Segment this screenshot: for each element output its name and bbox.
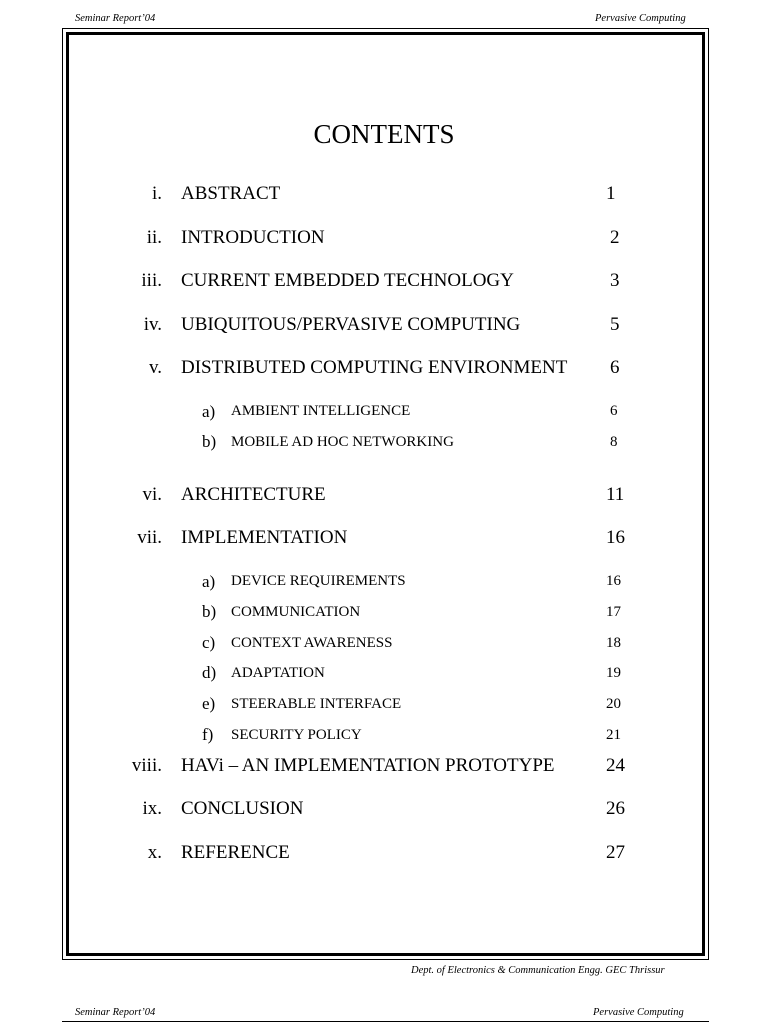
subentry-title: SECURITY POLICY xyxy=(231,727,362,743)
subentry-title: AMBIENT INTELLIGENCE xyxy=(231,403,411,419)
subentry-number: e) xyxy=(202,694,216,713)
subentry-number: c) xyxy=(202,633,216,652)
entry-title: INTRODUCTION xyxy=(181,227,325,248)
subentry-title: MOBILE AD HOC NETWORKING xyxy=(231,434,454,450)
entry-number: vi. xyxy=(142,484,162,505)
entry-title: DISTRIBUTED COMPUTING ENVIRONMENT xyxy=(181,357,568,378)
subentry-title: ADAPTATION xyxy=(231,665,325,681)
subentry-page: 18 xyxy=(606,635,621,651)
entry-title: HAVi – AN IMPLEMENTATION PROTOTYPE xyxy=(181,755,555,776)
subentry-number: a) xyxy=(202,572,216,591)
entry-page: 2 xyxy=(610,227,620,248)
header-left: Seminar Report’04 xyxy=(75,13,156,24)
entry-page: 16 xyxy=(606,527,625,548)
subentry-page: 16 xyxy=(606,573,621,589)
entry-number: x. xyxy=(147,842,162,863)
subentry-number: b) xyxy=(202,432,217,451)
entry-number: i. xyxy=(151,183,162,204)
entry-number: iii. xyxy=(141,270,162,291)
entry-number: v. xyxy=(148,357,162,378)
entry-page: 26 xyxy=(606,798,625,819)
entry-number: ii. xyxy=(146,227,162,248)
entry-title: CONCLUSION xyxy=(181,798,304,819)
subentry-number: a) xyxy=(202,402,216,421)
entry-page: 1 xyxy=(606,183,616,204)
entry-number: iv. xyxy=(143,314,162,335)
entry-number: ix. xyxy=(142,798,162,819)
entry-number: vii. xyxy=(137,527,162,548)
subentry-title: STEERABLE INTERFACE xyxy=(231,696,402,712)
subentry-page: 8 xyxy=(610,434,618,450)
subentry-title: DEVICE REQUIREMENTS xyxy=(231,573,406,589)
entry-page: 24 xyxy=(606,755,625,776)
page-footer: Dept. of Electronics & Communication Engg. GEC Thrissur xyxy=(411,965,665,976)
subentry-page: 17 xyxy=(606,604,621,620)
subentry-title: COMMUNICATION xyxy=(231,604,361,620)
entry-title: ABSTRACT xyxy=(181,183,281,204)
entry-number: viii. xyxy=(131,755,162,776)
entry-title: REFERENCE xyxy=(181,842,290,863)
subentry-page: 21 xyxy=(606,727,621,743)
entry-page: 5 xyxy=(610,314,620,335)
entry-title: CURRENT EMBEDDED TECHNOLOGY xyxy=(181,270,514,291)
next-page-header-left: Seminar Report’04 xyxy=(75,1007,156,1018)
subentry-page: 20 xyxy=(606,696,621,712)
entry-page: 3 xyxy=(610,270,620,291)
entry-page: 11 xyxy=(606,484,625,505)
subentry-number: d) xyxy=(202,663,217,682)
entry-title: ARCHITECTURE xyxy=(181,484,326,505)
entry-page: 6 xyxy=(610,357,620,378)
subentry-number: b) xyxy=(202,602,217,621)
subentry-number: f) xyxy=(202,725,214,744)
header-right: Pervasive Computing xyxy=(595,13,686,24)
subentry-page: 19 xyxy=(606,665,621,681)
entry-title: UBIQUITOUS/PERVASIVE COMPUTING xyxy=(181,314,521,335)
subentry-page: 6 xyxy=(610,403,618,419)
entry-page: 27 xyxy=(606,842,625,863)
page-title: CONTENTS xyxy=(313,119,455,149)
entry-title: IMPLEMENTATION xyxy=(181,527,348,548)
next-page-header-right: Pervasive Computing xyxy=(593,1007,684,1018)
subentry-title: CONTEXT AWARENESS xyxy=(231,635,393,651)
next-page-header-rule xyxy=(62,1021,709,1022)
